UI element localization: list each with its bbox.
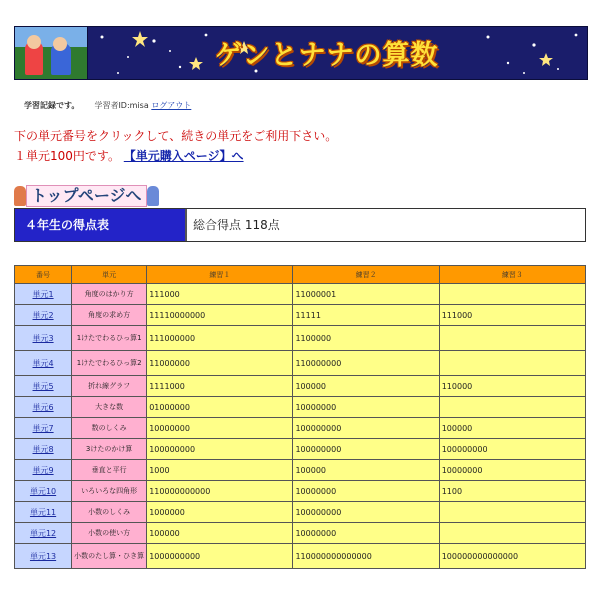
unit-number-link[interactable]: 単元5 [32,381,54,391]
practice-3-score-cell: 10000000 [439,460,585,481]
score-table [14,265,586,569]
unit-name-cell: 大きな数 [72,397,147,418]
table-row [15,305,586,326]
practice-2-score-cell: 100000000 [293,502,439,523]
practice-3-score-cell: 100000 [439,418,585,439]
unit-number-cell [15,326,72,351]
unit-name-cell: 角度のはかり方 [72,284,147,305]
unit-name-cell: 数のしくみ [72,418,147,439]
unit-number-cell [15,481,72,502]
practice-3-score-cell [439,397,585,418]
practice-2-score-cell: 10000000 [293,481,439,502]
practice-3-score-cell: 110000 [439,376,585,397]
unit-number-cell [15,376,72,397]
practice-3-score-cell [439,502,585,523]
practice-2-score-cell: 1100000 [293,326,439,351]
header-number: 番号 [15,266,72,284]
practice-3-score-cell [439,523,585,544]
practice-3-score-cell [439,326,585,351]
practice-2-score-cell: 100000000 [293,439,439,460]
characters-illustration [15,27,88,79]
unit-number-link[interactable]: 単元11 [29,507,57,517]
practice-1-score-cell: 01000000 [147,397,293,418]
purchase-page-link[interactable]: 【単元購入ページ】へ [123,149,244,163]
practice-3-score-cell: 1100 [439,481,585,502]
unit-number-cell [15,284,72,305]
site-title: ゲンとナナの算数 [215,40,439,71]
table-row [15,284,586,305]
unit-name-cell: 小数のしくみ [72,502,147,523]
practice-2-score-cell: 11111 [293,305,439,326]
practice-1-score-cell: 11110000000 [147,305,293,326]
practice-2-score-cell: 10000000 [293,397,439,418]
unit-number-cell [15,439,72,460]
banner [14,26,588,80]
unit-name-cell: 1けたでわるひっ算2 [72,351,147,376]
practice-1-score-cell: 100000000 [147,439,293,460]
logout-link[interactable]: ログアウト [151,101,192,110]
unit-number-cell [15,397,72,418]
table-row [15,376,586,397]
table-row [15,351,586,376]
unit-number-link[interactable]: 単元4 [32,358,54,368]
unit-number-cell [15,460,72,481]
unit-number-link[interactable]: 単元10 [29,486,57,496]
practice-3-score-cell [439,284,585,305]
user-id-label: 学習者ID:misa [94,101,149,110]
notice-line-2 [14,146,337,166]
practice-1-score-cell: 1000000000 [147,544,293,569]
table-row [15,397,586,418]
practice-2-score-cell: 10000000 [293,523,439,544]
unit-number-link[interactable]: 単元13 [29,551,57,561]
practice-1-score-cell: 1000000 [147,502,293,523]
practice-1-score-cell: 11000000 [147,351,293,376]
unit-name-cell: 3けたのかけ算 [72,439,147,460]
unit-number-link[interactable]: 単元12 [29,528,57,538]
unit-name-cell: 折れ線グラフ [72,376,147,397]
unit-number-cell [15,305,72,326]
practice-1-score-cell: 1111000 [147,376,293,397]
unit-number-cell [15,502,72,523]
boy-face [53,37,67,51]
top-page-label[interactable]: トップページへ [26,185,147,207]
table-row [15,502,586,523]
table-header-row [15,266,586,284]
score-summary [14,208,586,242]
unit-number-cell [15,418,72,439]
practice-1-score-cell: 1000 [147,460,293,481]
notice-text [14,126,337,166]
girl-mini-icon [14,186,26,206]
table-row [15,523,586,544]
practice-2-score-cell: 100000 [293,460,439,481]
practice-1-score-cell: 10000000 [147,418,293,439]
practice-3-score-cell [439,351,585,376]
header-unit: 単元 [72,266,147,284]
table-row [15,460,586,481]
user-info-bar [24,100,191,111]
header-practice-2: 練習２ [293,266,439,284]
price-text: １単元100円です。 [14,149,120,163]
notice-line-1: 下の単元番号をクリックして、続きの単元をご利用下さい。 [14,129,338,143]
unit-name-cell: 小数のたし算・ひき算 [72,544,147,569]
practice-1-score-cell: 111000000 [147,326,293,351]
table-row [15,481,586,502]
unit-number-link[interactable]: 単元6 [32,402,54,412]
practice-1-score-cell: 111000 [147,284,293,305]
unit-number-link[interactable]: 単元3 [32,333,54,343]
practice-2-score-cell: 100000 [293,376,439,397]
unit-number-link[interactable]: 単元9 [32,465,54,475]
table-row [15,544,586,569]
practice-1-score-cell: 110000000000 [147,481,293,502]
practice-2-score-cell: 100000000 [293,418,439,439]
unit-name-cell: 小数の使い方 [72,523,147,544]
unit-name-cell: 角度の求め方 [72,305,147,326]
practice-3-score-cell: 100000000 [439,439,585,460]
header-practice-3: 練習３ [439,266,585,284]
table-row [15,439,586,460]
boy-mini-icon [147,186,159,206]
unit-name-cell: 垂直と平行 [72,460,147,481]
practice-1-score-cell: 100000 [147,523,293,544]
unit-number-cell [15,523,72,544]
unit-number-cell [15,544,72,569]
practice-3-score-cell: 111000 [439,305,585,326]
unit-name-cell: いろいろな四角形 [72,481,147,502]
practice-2-score-cell: 110000000000000 [293,544,439,569]
unit-number-link[interactable]: 単元8 [32,444,54,454]
record-label: 学習記録です。 [24,101,80,110]
girl-face [27,35,41,49]
top-page-link[interactable] [14,185,159,207]
practice-2-score-cell: 110000000 [293,351,439,376]
table-row [15,326,586,351]
practice-2-score-cell: 11000001 [293,284,439,305]
grade-score-label: ４年生の得点表 [15,209,185,241]
unit-number-link[interactable]: 単元2 [32,310,54,320]
table-row [15,418,586,439]
unit-name-cell: 1けたでわるひっ算1 [72,326,147,351]
unit-number-link[interactable]: 単元7 [32,423,54,433]
unit-number-link[interactable]: 単元1 [32,289,54,299]
total-score: 総合得点 118点 [185,209,585,241]
practice-3-score-cell: 100000000000000 [439,544,585,569]
unit-number-cell [15,351,72,376]
header-practice-1: 練習１ [147,266,293,284]
